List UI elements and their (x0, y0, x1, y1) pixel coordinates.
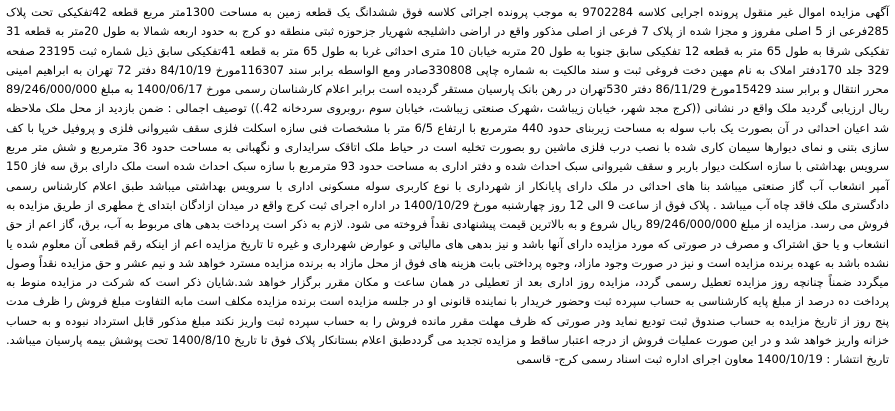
auction-notice-text: آگهی مزایده اموال غیر منقول پرونده اجرایی کلاسه 9702284 به موجب پرونده اجرائی کلاسه فوق ششدانگ یک قطعه زمین به مساحت 1300متر مربع قطعه 42تفکیکی تحت پلاک 285فرعی از 5 اصلی مفروز و مجزا شده از پلاک 7 فرعی از اصلی مذکور واقع در اراضی داشلیجه شهریار جزحوزه ثبتی منطقه دو کرج به حدود اربعه شمالا به طول 20متر به قطعه 31 تفکیکی شرقا به طول 65 متر به قطعه 12 تفکیکی سابق جنوبا به طول 20 متربه خیابان 10 متری احداثی غربا به طول 65 متر به قطعه 41تفکیکی سابق ذیل شماره ثبت 23195 صفحه 329 جلد 170دفتر املاک به نام مهین دخت فروغی ثبت و سند مالکیت به شماره چاپی 330808صادر ومع الواسطه برابر سند 116307مورخ 84/10/19 دفتر 72 تهران به ابراهیم امینی محرر انتقال و برابر سند 15429مورخ 86/11/29 دفتر 530تهران در رهن بانک پارسیان مستقر گردیده است برابر اعلام کارشناسان رسمی مورخ 1400/06/17 به مبلغ 89/246/000/000 ریال ارزیابی گردید ملک واقع در نشانی ((کرج مجد شهر، خیابان زیباشت ،شهرک صنعتی زیباشت، خیابان سوم ،روبروی سردخانه 42.)) توصیف اجمالی : ضمن بازدید از محل ملک ملاحظه شد اعیان احداثی در آن بصورت یک باب سوله به مساحت زیربنای حدود 440 مترمربع با ارتفاع 6/5 متر با مشخصات فنی سازه اسکلت فلزی سقف شیروانی فلزی و پروفیل خرپا با کف سازی بتنی و نمای دیوارها سیمان کاری شده با نصب درب فلزی ماشین رو بصورت تخلیه است در حیاط ملک اتاقک سرایداری و نگهبانی به مساحت حدود 36 مترمربع و شش متر مربع سرویس بهداشتی با سازه اسکلت دیوار باربر و سقف شیروانی سبک احداث شده و دفتر اداری به مساحت حدود 93 مترمربع با سازه سبک احداث شده است ملک دارای برق سه فاز 150 آمپر انشعاب آب گاز صنعتی میباشد بنا های احداثی در ملک دارای پایانکار از شهرداری با نوع کاربری سوله مسکونی اداری با سرویس بهداشتی میباشد طبق اعلام کارشناس رسمی دادگستری ملک فاقد چاه آب میباشد . پلاک فوق از ساعت 9 الی 12 روز چهارشنبه مورخ 1400/10/29 در اداره اجرای ثبت کرج واقع در میدان ازادگان ابتدای خ مطهری از طریق مزایده به فروش می رسد. مزایده از مبلغ 89/246/000/000 ریال شروع و به بالاترین قیمت پیشنهادی نقداً فروخته می شود. لازم به ذکر است پرداخت بدهی های مربوط به آب، برق، گاز اعم از حق انشعاب و یا حق اشتراک و مصرف در صورتی که مورد مزایده دارای آنها باشد و نیز بدهی های مالیاتی و عوارض شهرداری و غیره تا تاریخ مزایده اعم از اینکه رقم قطعی آن معلوم شده یا نشده باشد به عهده برنده مزایده است و نیز در صورت وجود مازاد، وجوه پرداختی بابت هزینه های فوق از محل مازاد به برنده مزایده مسترد خواهد شد و نیم عشر و حق مزایده نقداً وصول میگردد ضمناً چنانچه روز مزایده تعطیل رسمی گردد، مزایده روز اداری بعد از تعطیلی در همان ساعت و مکان مقرر برگزار خواهد شد.شایان ذکر است که شرکت در مزایده منوط به پرداخت ده درصد از مبلغ پایه کارشناسی به حساب سپرده ثبت وحضور خریدار با نماینده قانونی او در جلسه مزایده است برنده مزایده مکلف است مابه التفاوت مبلغ فروش را ظرف مدت پنج روز از تاریخ مزایده به حساب صندوق ثبت تودیع نماید ودر صورتی که ظرف مهلت مقرر مانده فروش را به حساب سپرده ثبت واریز نکند مبلغ مذکور قابل استرداد نبوده و به حساب خزانه واریز خواهد شد و در این صورت عملیات فروش از درجه اعتبار ساقط و مزایده تجدید می گرددطبق اعلام بستانکار پلاک فوق تا تاریخ 1400/8/10 تحت پوشش بیمه پارسیان میباشد. تاریخ انتشار : 1400/10/19 معاون اجرای اداره ثبت اسناد رسمی کرج- قاسمی (6, 5, 890, 367)
